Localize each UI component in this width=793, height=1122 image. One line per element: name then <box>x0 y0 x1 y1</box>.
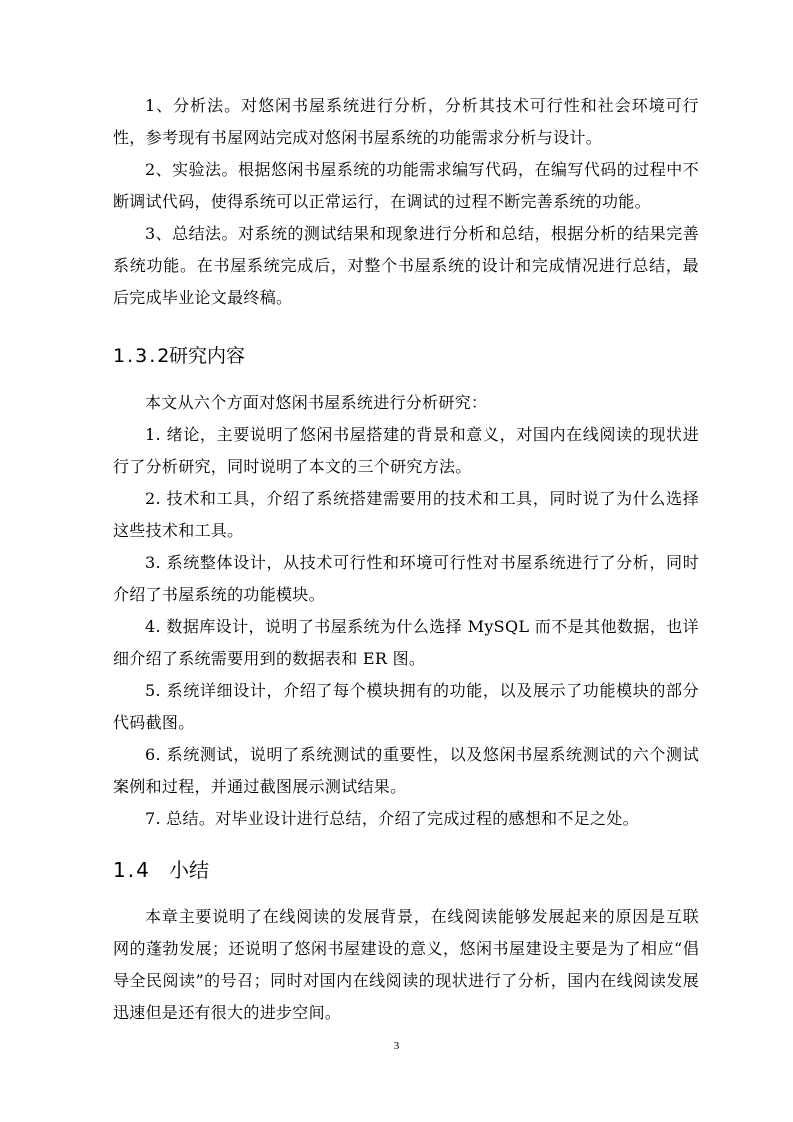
page-content <box>113 90 699 1029</box>
section-number: 1.3.2 <box>113 345 172 367</box>
research-item-1: 1. 绪论，主要说明了悠闲书屋搭建的背景和意义，对国内在线阅读的现状进行了分析研究，同时说明了本文的三个研究方法。 <box>113 425 699 476</box>
section-title: 研究内容 <box>169 345 246 367</box>
research-item-4: 4. 数据库设计，说明了书屋系统为什么选择 MySQL 而不是其他数据，也详细介绍了系统需要用到的数据表和 ER 图。 <box>113 617 699 668</box>
research-item-2: 2. 技术和工具，介绍了系统搭建需要用的技术和工具，同时说了为什么选择这些技术和工具。 <box>113 489 699 540</box>
method-analysis: 1、分析法。对悠闲书屋系统进行分析，分析其技术可行性和社会环境可行性，参考现有书屋网站完成对悠闲书屋系统的功能需求分析与设计。 <box>113 96 699 147</box>
method-summary: 3、总结法。对系统的测试结果和现象进行分析和总结，根据分析的结果完善系统功能。在书屋系统完成后，对整个书屋系统的设计和完成情况进行总结，最后完成毕业论文最终稿。 <box>113 224 699 307</box>
research-intro: 本文从六个方面对悠闲书屋系统进行分析研究： <box>145 393 488 412</box>
section-heading-1-3-2 <box>113 339 699 373</box>
page-number: 3 <box>393 1040 400 1052</box>
section-heading-1-4 <box>113 853 699 887</box>
research-item-6: 6. 系统测试，说明了系统测试的重要性，以及悠闲书屋系统测试的六个测试案例和过程，并通过截图展示测试结果。 <box>113 745 699 796</box>
section-number: 1.4 <box>113 858 151 882</box>
research-item-5: 5. 系统详细设计，介绍了每个模块拥有的功能，以及展示了功能模块的部分代码截图。 <box>113 681 699 732</box>
section-title: 小结 <box>169 858 209 882</box>
chapter-summary: 本章主要说明了在线阅读的发展背景，在线阅读能够发展起来的原因是互联网的蓬勃发展；还说明了悠闲书屋建设的意义，悠闲书屋建设主要是为了相应“倡导全民阅读”的号召；同时对国内在线阅读的现状进行了分析，国内在线阅读发展迅速但是还有很大的进步空间。 <box>113 907 699 1022</box>
method-experiment: 2、实验法。根据悠闲书屋系统的功能需求编写代码，在编写代码的过程中不断调试代码，使得系统可以正常运行，在调试的过程不断完善系统的功能。 <box>113 160 699 211</box>
research-item-3: 3. 系统整体设计，从技术可行性和环境可行性对书屋系统进行了分析，同时介绍了书屋系统的功能模块。 <box>113 553 699 604</box>
research-item-7: 7. 总结。对毕业设计进行总结，介绍了完成过程的感想和不足之处。 <box>145 809 639 828</box>
